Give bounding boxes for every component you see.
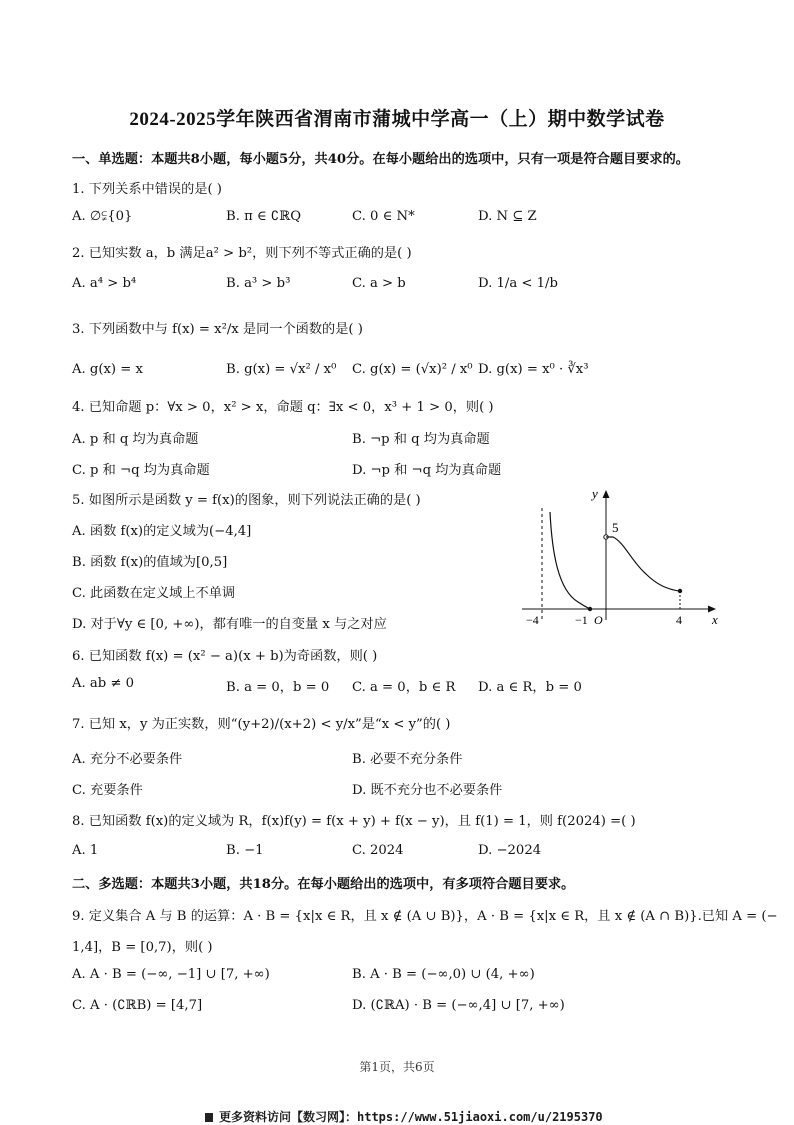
question-9-stem-continued: 1,4]，B = [0,7)，则( ) [72, 940, 213, 955]
tick-4: 4 [676, 613, 682, 627]
question-6-stem: 6. 已知函数 f(x) = (x² − a)(x + b)为奇函数，则( ) [72, 649, 378, 664]
question-3-stem: 3. 下列函数中与 f(x) = x²/x 是同一个函数的是( ) [72, 322, 363, 337]
tick-minus4: −4 [526, 613, 539, 627]
question-8-option-a: A. 1 [72, 843, 99, 858]
value-5-label: 5 [612, 520, 619, 535]
question-5-option-c: C. 此函数在定义域上不单调 [72, 586, 236, 601]
question-7-option-d: D. 既不充分也不必要条件 [352, 783, 503, 798]
page-title: 2024-2025学年陕西省渭南市蒲城中学高一（上）期中数学试卷 [129, 109, 665, 130]
origin-label: O [594, 613, 603, 627]
tick-minus1: −1 [575, 613, 588, 627]
question-4-option-b: B. ¬p 和 q 均为真命题 [352, 432, 490, 447]
resource-link-text[interactable]: 更多资料访问【数习网】：https://www.51jiaoxi.com/u/2195370 [219, 1110, 603, 1124]
question-5-option-d: D. 对于∀y ∈ [0, +∞)，都有唯一的自变量 x 与之对应 [72, 617, 387, 632]
question-8-option-b: B. −1 [226, 843, 264, 858]
question-1-option-d: D. N ⊆ Z [478, 209, 537, 224]
question-8-option-d: D. −2024 [478, 843, 542, 858]
flag-icon [205, 1113, 213, 1122]
question-3-option-a: A. g(x) = x [72, 362, 143, 377]
question-4-option-d: D. ¬p 和 ¬q 均为真命题 [352, 463, 502, 478]
question-1-option-a: A. ∅⫋{0} [72, 209, 133, 224]
section-heading-multiple-choice: 二、多选题：本题共3小题，共18分。在每小题给出的选项中，有多项符合题目要求。 [72, 877, 575, 892]
question-2-option-a: A. a⁴ > b⁴ [72, 276, 137, 291]
left-branch-curve [550, 512, 590, 609]
question-1-stem: 1. 下列关系中错误的是( ) [72, 182, 222, 197]
question-2-option-d: D. 1/a < 1/b [478, 276, 558, 291]
question-8-option-c: C. 2024 [352, 843, 404, 858]
question-2-option-c: C. a > b [352, 276, 406, 291]
question-6-option-a: A. ab ≠ 0 [72, 676, 135, 691]
question-3-option-d: D. g(x) = x⁰ · ∛x³ [478, 362, 589, 377]
y-axis-arrow [603, 490, 610, 498]
page-footer: 第1页，共6页 [359, 1060, 435, 1074]
question-5-stem: 5. 如图所示是函数 y = f(x)的图象，则下列说法正确的是( ) [72, 493, 421, 508]
question-1-option-c: C. 0 ∈ N* [352, 209, 415, 224]
question-7-option-a: A. 充分不必要条件 [72, 752, 183, 767]
question-7-option-b: B. 必要不充分条件 [352, 752, 463, 767]
point-minus1 [588, 607, 592, 611]
question-9-option-b: B. A · B = (−∞,0) ∪ (4, +∞) [352, 967, 535, 982]
y-axis-label: y [592, 486, 598, 501]
question-9-option-c: C. A · (∁ℝB) = [4,7] [72, 998, 203, 1013]
question-7-stem: 7. 已知 x，y 为正实数，则“(y+2)/(x+2) < y/x”是“x < y”的( ) [72, 717, 451, 732]
question-9-option-d: D. (∁ℝA) · B = (−∞,4] ∪ [7, +∞) [352, 998, 565, 1013]
question-3-option-c: C. g(x) = (√x)² / x⁰ [352, 362, 473, 377]
question-4-option-c: C. p 和 ¬q 均为真命题 [72, 463, 210, 478]
function-graph [520, 482, 725, 630]
question-6-option-b: B. a = 0，b = 0 [226, 680, 330, 695]
question-5-option-b: B. 函数 f(x)的值域为[0,5] [72, 555, 228, 570]
question-7-option-c: C. 充要条件 [72, 783, 143, 798]
question-6-option-d: D. a ∈ R，b = 0 [478, 680, 582, 695]
question-4-stem: 4. 已知命题 p：∀x > 0，x² > x，命题 q：∃x < 0，x³ + 1 > 0，则( ) [72, 400, 494, 415]
question-8-stem: 8. 已知函数 f(x)的定义域为 R，f(x)f(y) = f(x + y) + f(x − y)，且 f(1) = 1，则 f(2024) =( ) [72, 814, 636, 829]
right-branch-curve [606, 537, 680, 591]
resource-link-line[interactable] [205, 1108, 603, 1125]
question-4-option-a: A. p 和 q 均为真命题 [72, 432, 199, 447]
question-2-stem: 2. 已知实数 a，b 满足a² > b²，则下列不等式正确的是( ) [72, 246, 412, 261]
question-2-option-b: B. a³ > b³ [226, 276, 291, 291]
question-9-option-a: A. A · B = (−∞, −1] ∪ [7, +∞) [72, 967, 270, 982]
section-heading-single-choice: 一、单选题：本题共8小题，每小题5分，共40分。在每小题给出的选项中，只有一项是符合题目要求的。 [72, 152, 689, 167]
question-6-option-c: C. a = 0，b ∈ R [352, 680, 456, 695]
question-9-stem: 9. 定义集合 A 与 B 的运算：A · B = {x|x ∈ R，且 x ∉ (A ∪ B)}，A · B = {x|x ∈ R，且 x ∉ (A ∩ B)}.已知 A = (− [72, 909, 778, 924]
question-5-option-a: A. 函数 f(x)的定义域为(−4,4] [72, 524, 252, 539]
question-1-option-b: B. π ∈ ∁ℝQ [226, 209, 302, 224]
question-3-option-b: B. g(x) = √x² / x⁰ [226, 362, 337, 377]
x-axis-label: x [712, 612, 718, 627]
